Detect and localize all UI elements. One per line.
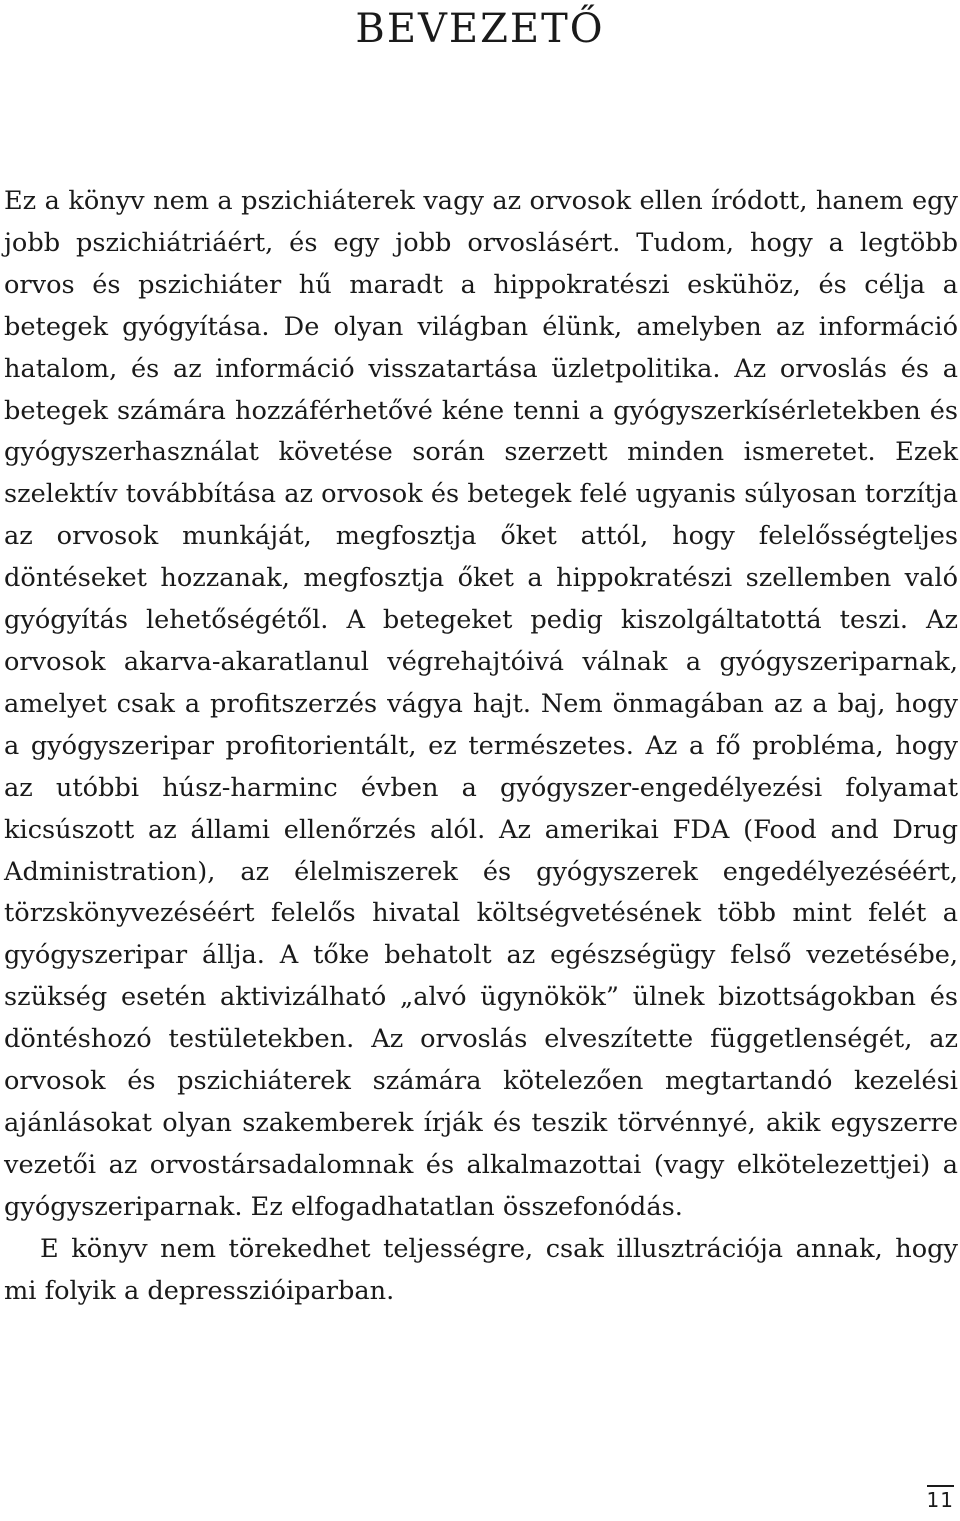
body-text: [4, 181, 958, 1312]
paragraph-2: E könyv nem törekedhet teljességre, csak illusztrációja annak, hogy mi folyik a depresszióiparban.: [4, 1233, 958, 1306]
page-number: 11: [927, 1485, 954, 1511]
chapter-title: BEVEZETŐ: [355, 6, 605, 52]
paragraph-1: Ez a könyv nem a pszichiáterek vagy az orvosok ellen íródott, hanem egy jobb pszichiátriáért, és egy jobb orvoslásért. Tudom, hogy a legtöbb orvos és pszichiáter hű maradt a hippokratészi eskühöz, és célja a betegek gyógyítása. De olyan világban élünk, amelyben az információ hatalom, és az információ visszatartása üzletpolitika. Az orvoslás és a betegek számára hozzáférhetővé kéne tenni a gyógyszerkísérletekben és gyógyszerhasználat követése során szerzett minden ismeretet. Ezek szelektív továbbítása az orvosok és betegek felé ugyanis súlyosan torzítja az orvosok munkáját, megfosztja őket attól, hogy felelősségteljes döntéseket hozzanak, megfosztja őket a hippokratészi szellemben való gyógyítás lehetőségétől. A betegeket pedig kiszolgáltatottá teszi. Az orvosok akarva-akaratlanul végrehajtóivá válnak a gyógyszeriparnak, amelyet csak a profitszerzés vágya hajt. Nem önmagában az a baj, hogy a gyógyszeripar profitorientált, ez természetes. Az a fő probléma, hogy az utóbbi húsz-harminc évben a gyógyszer-engedélyezési folyamat kicsúszott az állami ellenőrzés alól. Az amerikai FDA (Food and Drug Administration), az élelmiszerek és gyógyszerek engedélyezéséért, törzskönyvezéséért felelős hivatal költségvetésének több mint felét a gyógyszeripar állja. A tőke behatolt az egészségügy felső vezetésébe, szükség esetén aktivizálható „alvó ügynökök” ülnek bizottságokban és döntéshozó testületekben. Az orvoslás elveszítette függetlenségét, az orvosok és pszichiáterek számára kötelezően megtartandó kezelési ajánlásokat olyan szakemberek írják és teszik törvénnyé, akik egyszerre vezetői az orvostársadalomnak és alkalmazottai (vagy elkötelezettjei) a gyógyszeriparnak. Ez elfogadhatatlan összefonódás.: [4, 186, 958, 1222]
